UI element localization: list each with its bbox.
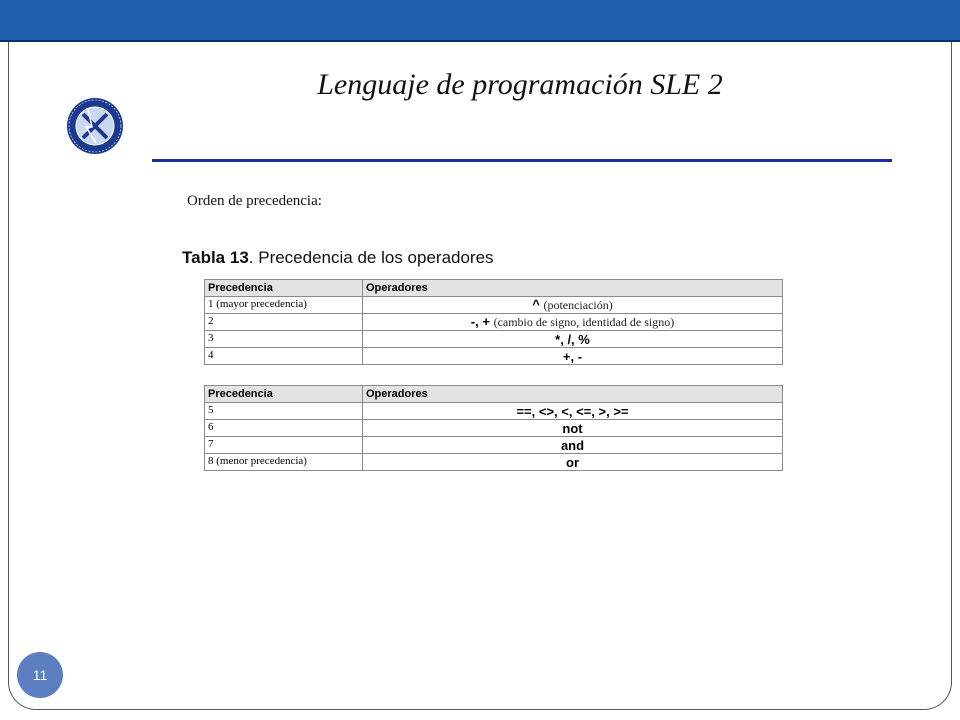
subtitle-text: Orden de precedencia: <box>187 193 322 209</box>
table-row <box>205 454 783 471</box>
cell-operators: not <box>363 420 783 437</box>
operator-symbols: -, + <box>470 314 490 329</box>
cell-operators: and <box>363 437 783 454</box>
table-caption <box>182 248 494 268</box>
precedence-table-1 <box>204 279 783 365</box>
cell-operators: +, - <box>363 348 783 365</box>
header-operadores: Operadores <box>363 386 783 403</box>
table-header-row <box>205 280 783 297</box>
table-header-row <box>205 386 783 403</box>
table-row <box>205 437 783 454</box>
slide-title: Lenguaje de programación SLE 2 <box>317 68 723 101</box>
operator-description: (potenciación) <box>543 298 613 312</box>
cell-precedence: 4 <box>205 348 363 365</box>
header-precedencia: Precedencia <box>205 280 363 297</box>
table-row <box>205 297 783 314</box>
cell-precedence: 1 (mayor precedencia) <box>205 297 363 314</box>
cell-operators: ==, <>, <, <=, >, >= <box>363 403 783 420</box>
cell-operators: *, /, % <box>363 331 783 348</box>
program-logo <box>66 97 124 155</box>
operator-description: (cambio de signo, identidad de signo) <box>493 315 675 329</box>
cell-precedence: 5 <box>205 403 363 420</box>
table-caption-number: Tabla 13 <box>182 248 249 267</box>
title-underline <box>152 159 892 162</box>
cell-operators <box>363 314 783 331</box>
cell-precedence: 2 <box>205 314 363 331</box>
cell-operators: or <box>363 454 783 471</box>
cell-precedence: 7 <box>205 437 363 454</box>
table-row <box>205 420 783 437</box>
table-row <box>205 348 783 365</box>
table-row <box>205 314 783 331</box>
cell-operators <box>363 297 783 314</box>
slide-frame <box>8 42 952 710</box>
table-row <box>205 403 783 420</box>
cell-precedence: 3 <box>205 331 363 348</box>
operator-symbols: ^ <box>532 297 540 312</box>
header-operadores: Operadores <box>363 280 783 297</box>
top-banner <box>0 0 960 42</box>
header-precedencia: Precedencia <box>205 386 363 403</box>
precedence-table-2 <box>204 385 783 471</box>
table-row <box>205 331 783 348</box>
table-caption-text: . Precedencia de los operadores <box>248 248 494 267</box>
cell-precedence: 8 (menor precedencia) <box>205 454 363 471</box>
page-number-badge: 11 <box>17 652 63 698</box>
cell-precedence: 6 <box>205 420 363 437</box>
